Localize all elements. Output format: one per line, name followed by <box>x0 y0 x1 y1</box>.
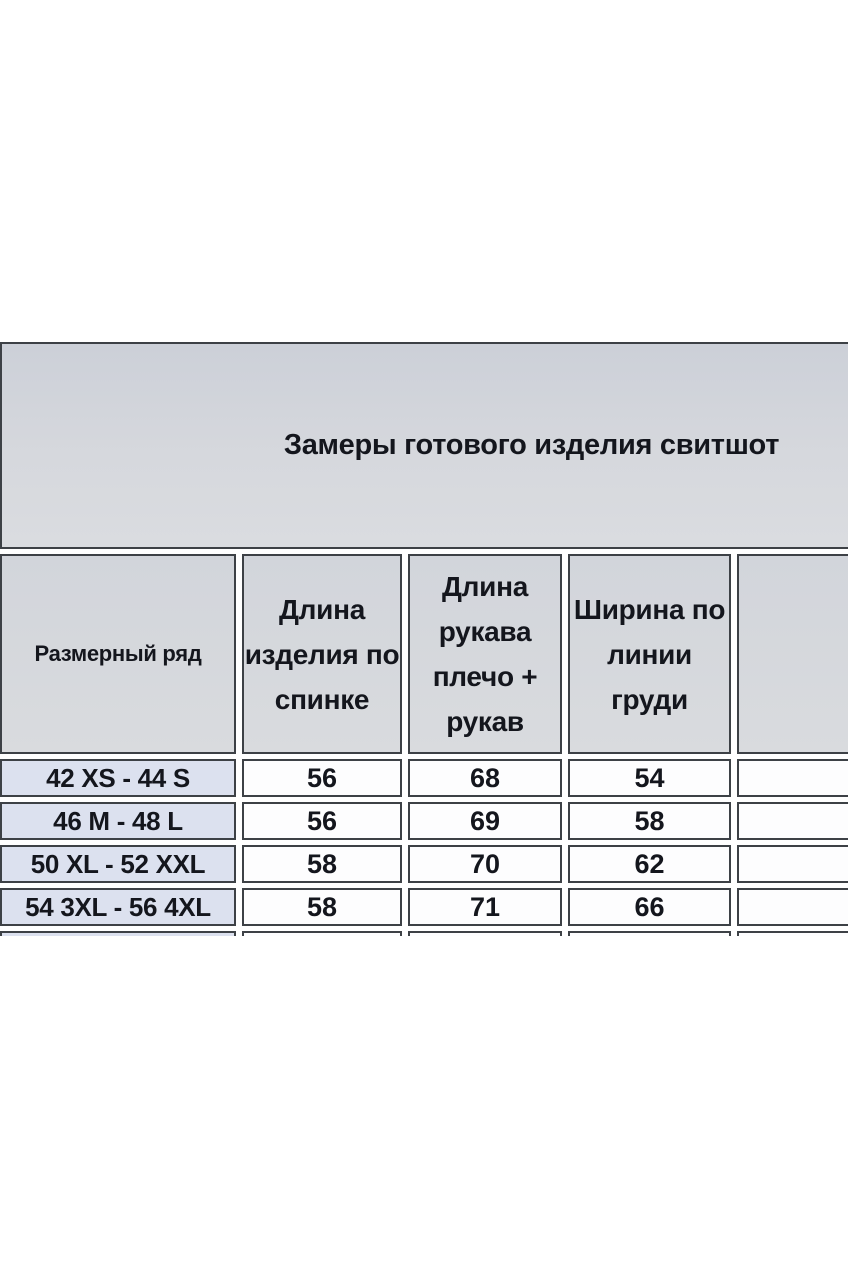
cell-value: 69 <box>408 802 562 840</box>
cell-value-partial <box>242 931 402 936</box>
row-label: 50 XL - 52 XXL <box>0 845 236 883</box>
row-label-partial <box>0 931 236 936</box>
cell-value-partial <box>737 931 848 936</box>
cell-value: 58 <box>242 845 402 883</box>
col-header-extra <box>737 554 848 754</box>
cell-value <box>737 802 848 840</box>
cell-value <box>737 845 848 883</box>
row-label: 46 M - 48 L <box>0 802 236 840</box>
cell-value <box>737 888 848 926</box>
cell-value: 70 <box>408 845 562 883</box>
col-header-size-range: Размерный ряд <box>0 554 236 754</box>
col-header-back-length: Длина изделия по спинке <box>242 554 402 754</box>
cell-value: 58 <box>568 802 731 840</box>
cell-value: 66 <box>568 888 731 926</box>
size-chart-table <box>0 342 848 936</box>
cell-value: 68 <box>408 759 562 797</box>
row-label: 54 3XL - 56 4XL <box>0 888 236 926</box>
cell-value-partial <box>568 931 731 936</box>
table-title: Замеры готового изделия свитшот <box>0 342 848 549</box>
col-header-chest-width: Ширина по линии груди <box>568 554 731 754</box>
cell-value: 56 <box>242 802 402 840</box>
col-header-sleeve-length: Длина рукава плечо + рукав <box>408 554 562 754</box>
cell-value: 71 <box>408 888 562 926</box>
cell-value-partial <box>408 931 562 936</box>
cell-value: 54 <box>568 759 731 797</box>
cell-value: 62 <box>568 845 731 883</box>
cell-value <box>737 759 848 797</box>
row-label: 42 XS - 44 S <box>0 759 236 797</box>
cell-value: 56 <box>242 759 402 797</box>
size-chart-region <box>0 342 848 936</box>
cell-value: 58 <box>242 888 402 926</box>
